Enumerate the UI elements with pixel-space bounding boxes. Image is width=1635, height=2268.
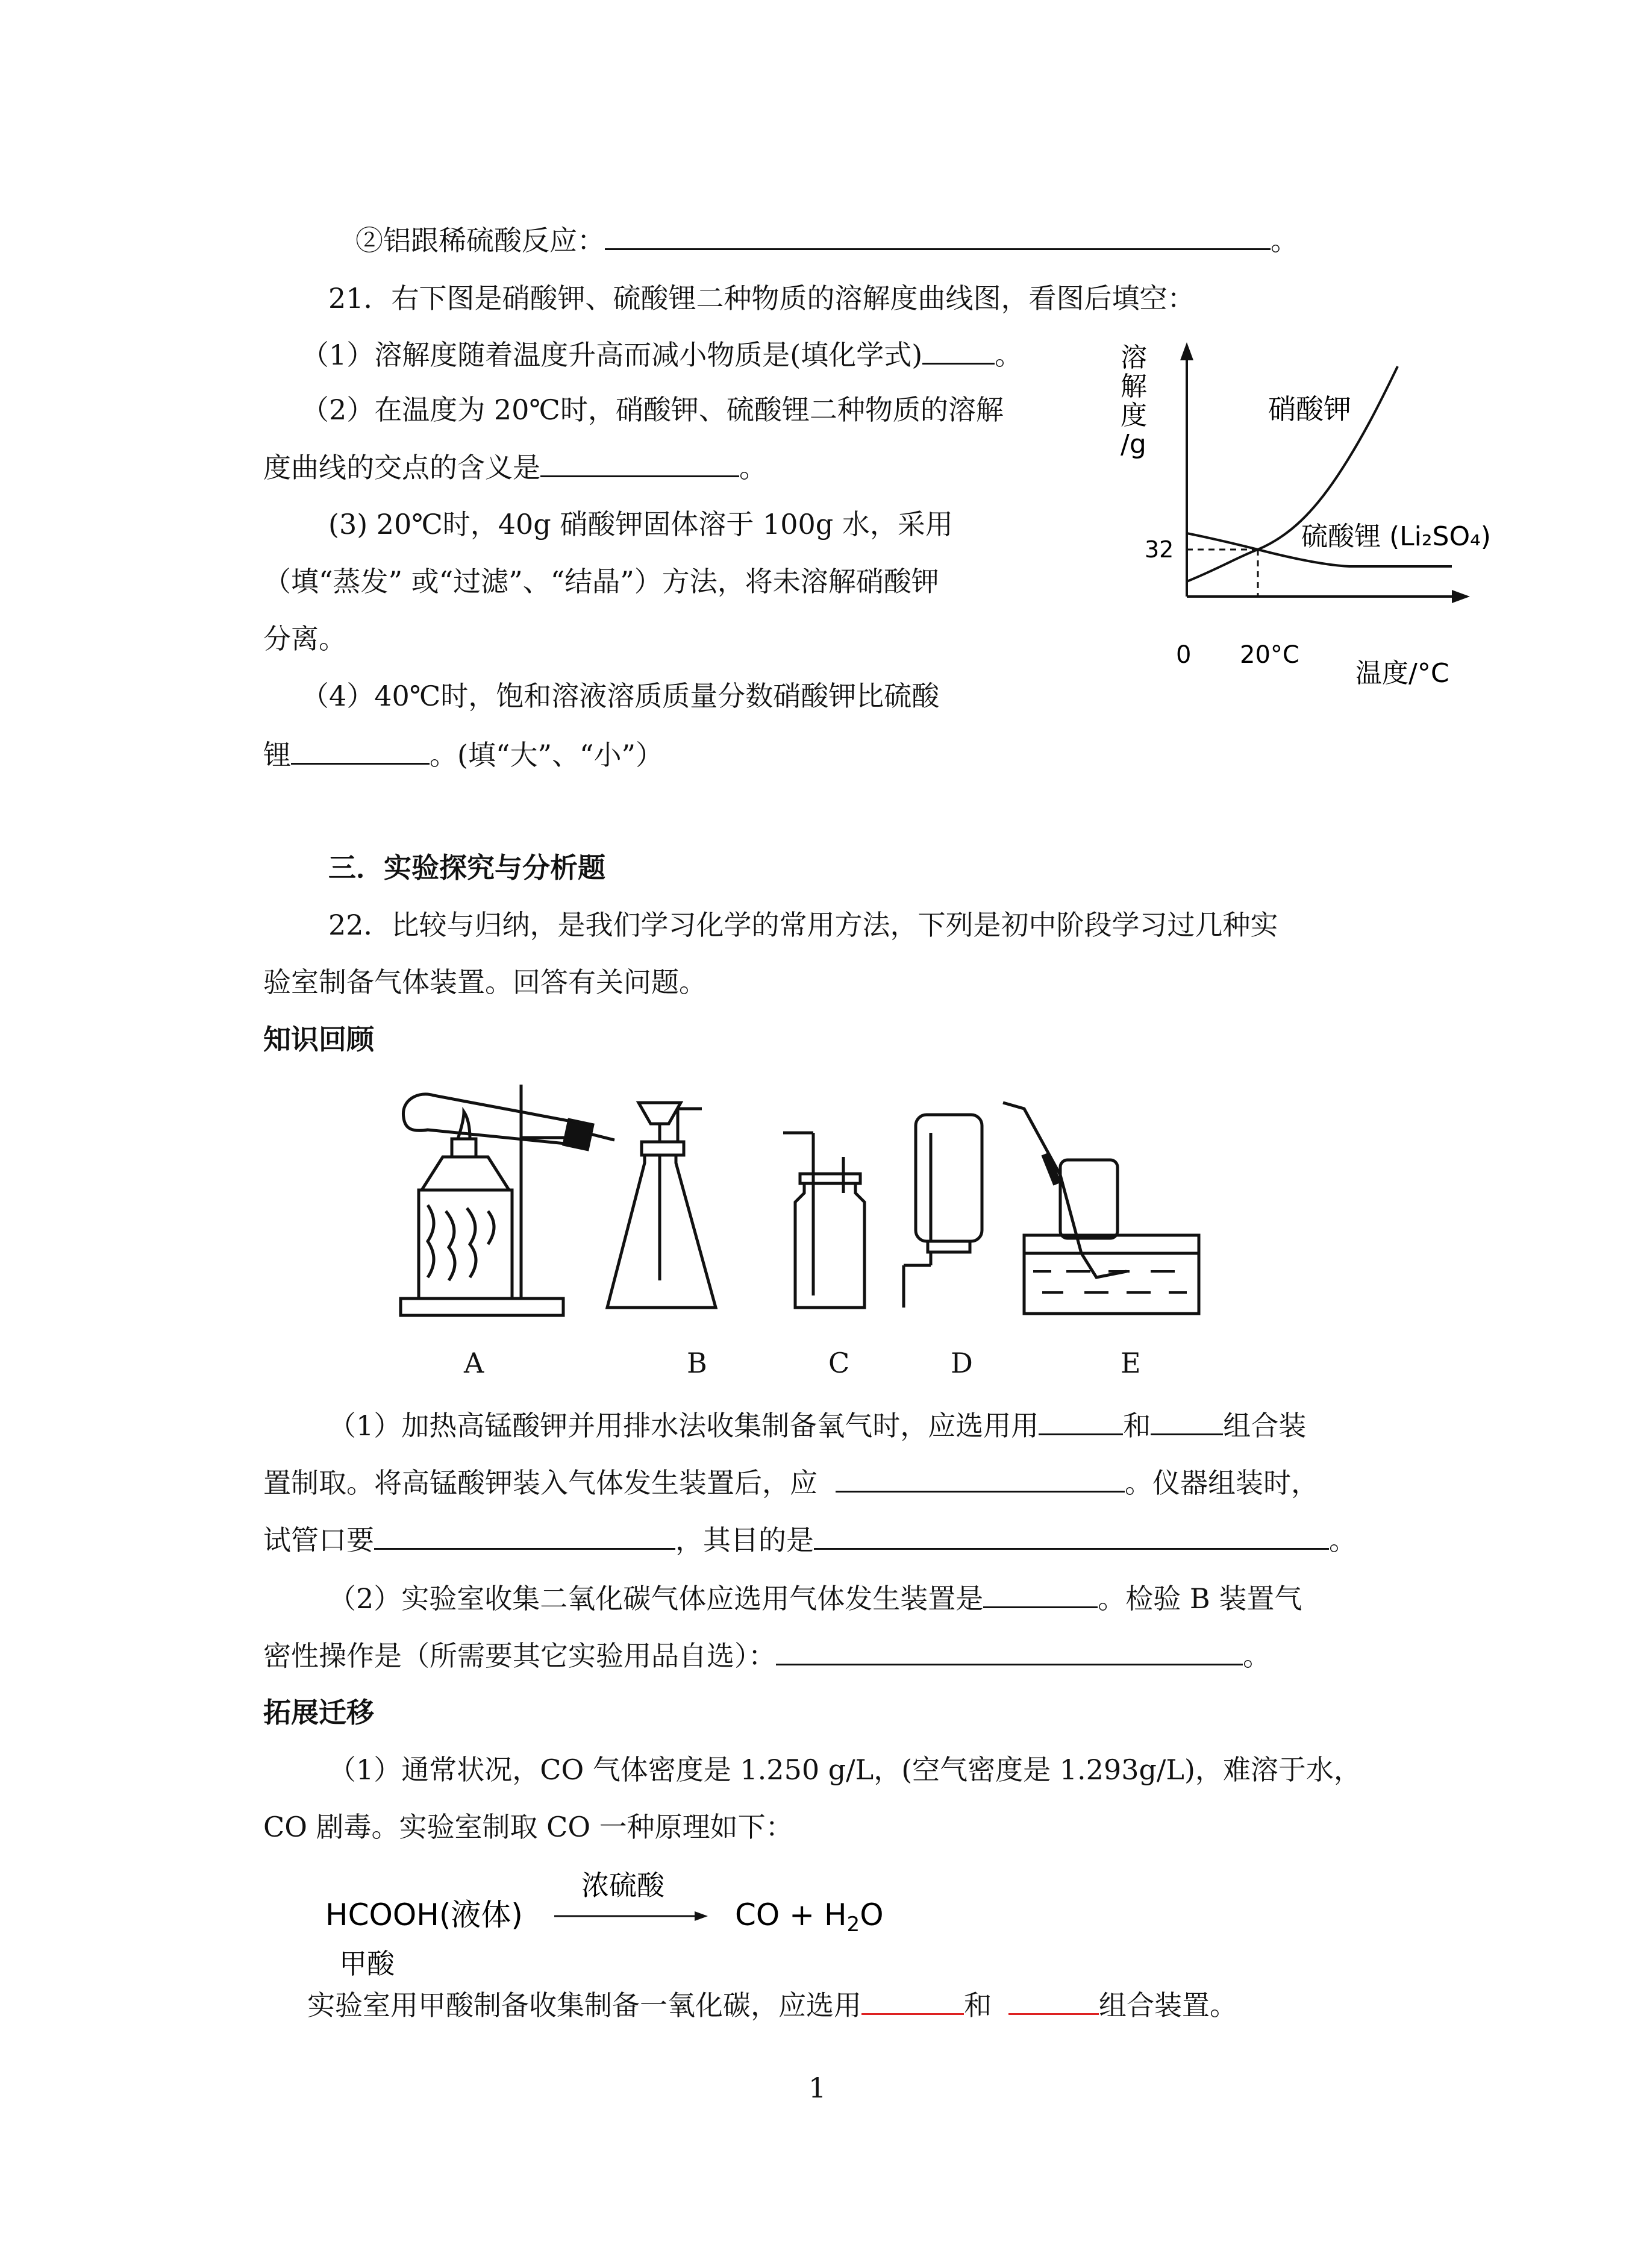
- e-final-text: 实验室用甲酸制备收集制备一氧化碳，应选用: [307, 1989, 861, 2022]
- answer-blank[interactable]: [374, 1521, 675, 1550]
- apparatus-label-d: D: [951, 1347, 973, 1379]
- solubility-chart: [1096, 337, 1491, 723]
- q21-3-line-c: 分离。: [263, 622, 346, 655]
- p2-text: （2）实验室收集二氧化碳气体应选用气体发生装置是: [328, 1582, 984, 1615]
- p2-line-b: [263, 1637, 1271, 1674]
- p2-text-end: 。检验 B 装置气: [1098, 1582, 1302, 1615]
- q21-4-text: 锂: [263, 739, 291, 771]
- apparatus-a-drawing: [401, 1085, 614, 1315]
- p1-line-a: [328, 1407, 1306, 1444]
- answer-blank[interactable]: [605, 222, 1271, 250]
- apparatus-label-a: A: [464, 1347, 484, 1379]
- answer-blank[interactable]: [922, 336, 995, 365]
- answer-blank[interactable]: [291, 736, 430, 765]
- p1-line-c: [263, 1521, 1357, 1558]
- subheading-review: 知识回顾: [263, 1023, 374, 1056]
- e-final-end: 组合装置。: [1099, 1989, 1237, 2022]
- apparatus-figure: [386, 1067, 1398, 1332]
- q21-4-line-a: （4）40℃时，饱和溶液溶质质量分数硝酸钾比硫酸: [301, 680, 940, 712]
- subheading-extend: 拓展迁移: [263, 1696, 374, 1729]
- x-axis: [1187, 590, 1470, 603]
- q22-line-a: 22．比较与归纳，是我们学习化学的常用方法，下列是初中阶段学习过几种实: [328, 909, 1278, 941]
- e-final-line: [307, 1987, 1237, 2023]
- y-axis: [1180, 342, 1193, 597]
- x-axis-label: 温度/°C: [1355, 658, 1449, 689]
- reactant: HCOOH(液体): [325, 1897, 523, 1932]
- catalyst: 浓硫酸: [581, 1869, 664, 1902]
- products-tail: O: [860, 1897, 884, 1932]
- answer-blank[interactable]: [1039, 1407, 1123, 1435]
- q21-intro: 21．右下图是硝酸钾、硫酸锂二种物质的溶解度曲线图，看图后填空：: [328, 282, 1195, 315]
- period: 。: [995, 339, 1023, 371]
- products-sub: 2: [846, 1912, 860, 1937]
- p2-line-a: [328, 1580, 1302, 1617]
- answer-blank[interactable]: [540, 449, 739, 477]
- apparatus-c-drawing: [783, 1133, 864, 1308]
- q21-2-line-a: （2）在温度为 20℃时，硝酸钾、硫酸锂二种物质的溶解: [301, 393, 1004, 426]
- e1-line-a: （1）通常状况，CO 气体密度是 1.250 g/L，(空气密度是 1.293g/L)，难溶于水，: [328, 1753, 1361, 1786]
- p1-text: 试管口要: [263, 1524, 374, 1556]
- apparatus-label-b: B: [687, 1347, 707, 1379]
- e1-line-b: CO 剧毒。实验室制取 CO 一种原理如下：: [263, 1811, 793, 1843]
- products-main: CO + H: [735, 1897, 847, 1932]
- conj: 和: [964, 1989, 992, 2022]
- conj: 和: [1123, 1409, 1151, 1442]
- answer-blank[interactable]: [836, 1464, 1125, 1493]
- apparatus-e-drawing: [1003, 1103, 1199, 1314]
- p1-text: 置制取。将高锰酸钾装入气体发生装置后，应: [263, 1467, 818, 1499]
- reaction-equation: [322, 1868, 937, 1988]
- period: 。: [1329, 1524, 1357, 1556]
- answer-blank-red[interactable]: [1008, 1987, 1099, 2015]
- y-axis-label-char: /g: [1121, 429, 1146, 460]
- q21-3-line-b: （填“蒸发” 或“过滤”、“结晶”）方法，将未溶解硝酸钾: [263, 565, 939, 598]
- q21-4-hint: 。(填“大”、“小”）: [430, 739, 664, 771]
- reactant-name: 甲酸: [339, 1947, 395, 1980]
- y-axis-label-char: 解: [1121, 371, 1147, 402]
- q21-4-line-b: [263, 736, 663, 773]
- period: 。: [739, 451, 767, 484]
- y-axis-label-char: 溶: [1121, 342, 1147, 373]
- q21-2-line-b: [263, 449, 767, 486]
- apparatus-label-c: C: [828, 1347, 850, 1379]
- origin-label: 0: [1176, 641, 1192, 669]
- page-number: 1: [808, 2072, 827, 2104]
- p1-text-mid: ，其目的是: [675, 1524, 814, 1556]
- period: 。: [1243, 1640, 1271, 1672]
- p1-text-end: 。仪器组装时，: [1125, 1467, 1319, 1499]
- y-axis-label-char: 度: [1121, 400, 1147, 431]
- q21-1-text: （1）溶解度随着温度升高而减小物质是(填化学式): [301, 339, 923, 371]
- apparatus-label-e: E: [1121, 1347, 1141, 1379]
- p1-line-b: [263, 1464, 1319, 1501]
- arrow-head: [695, 1911, 708, 1921]
- y-tick-label: 32: [1145, 536, 1174, 563]
- q20-2-line: [355, 222, 1298, 258]
- q22-line-b: 验室制备气体装置。回答有关问题。: [263, 966, 707, 998]
- y-axis-label-vertical: [1121, 342, 1147, 460]
- products: [735, 1897, 884, 1937]
- answer-blank[interactable]: [776, 1637, 1243, 1665]
- section-title: 三．实验探究与分析题: [328, 851, 605, 884]
- answer-blank[interactable]: [983, 1580, 1098, 1608]
- q21-3-line-a: (3) 20℃时，40g 硝酸钾固体溶于 100g 水，采用: [328, 508, 953, 540]
- p2-text: 密性操作是（所需要其它实验用品自选）：: [263, 1640, 776, 1672]
- x-tick-label: 20°C: [1240, 641, 1299, 669]
- answer-blank[interactable]: [814, 1521, 1329, 1550]
- series-label-li2so4: 硫酸锂 (Li₂SO₄): [1301, 521, 1491, 552]
- q21-1-line: [301, 336, 1022, 373]
- p1-text-end: 组合装: [1223, 1409, 1307, 1442]
- answer-blank[interactable]: [1151, 1407, 1223, 1435]
- q21-2-text: 度曲线的交点的含义是: [263, 451, 540, 484]
- series-label-kno3: 硝酸钾: [1268, 393, 1351, 425]
- q20-2-text: ②铝跟稀硫酸反应：: [355, 224, 605, 257]
- answer-blank-red[interactable]: [861, 1987, 964, 2015]
- apparatus-d-drawing: [904, 1115, 982, 1308]
- apparatus-b-drawing: [607, 1103, 716, 1308]
- p1-text: （1）加热高锰酸钾并用排水法收集制备氧气时，应选用用: [328, 1409, 1039, 1442]
- period: 。: [1271, 224, 1298, 257]
